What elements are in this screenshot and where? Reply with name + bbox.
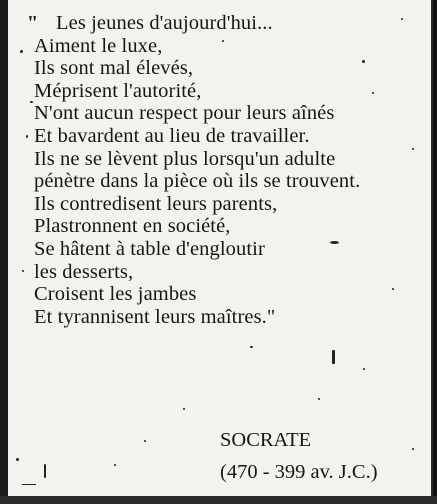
poem-line-5: N'ont aucun respect pour leurs aînés [34,102,335,125]
poem-line-2: Aiment le luxe, [34,34,163,57]
speck [44,464,46,478]
poem-line-7: Ils ne se lèvent plus lorsqu'un adulte [34,147,336,170]
speck [372,92,374,94]
speck [22,270,24,272]
speck [330,241,339,244]
speck [363,368,365,370]
poem-line-11: Se hâtent à table d'engloutir [34,237,265,260]
poem-line-6: Et bavardent au lieu de travailler. [34,124,310,147]
speck [22,484,36,485]
poem-line-1: Les jeunes d'aujourd'hui... [56,12,273,34]
poem-line-14: Et tyrannisent leurs maîtres." [34,305,276,328]
poem-line-4: Méprisent l'autorité, [34,79,202,102]
speck [392,288,394,290]
poem-line-9: Ils contredisent leurs parents, [34,192,278,215]
speck [30,101,33,103]
poem-line-10: Plastronnent en société, [34,215,231,238]
speck [16,458,19,461]
speck [222,40,224,42]
poem-line-3: Ils sont mal élevés, [34,57,194,80]
speck [318,398,320,400]
speck [114,464,116,466]
poem-line-8: pénètre dans la pièce où ils se trouvent. [34,170,361,193]
author-name: SOCRATE [220,429,312,451]
speck [250,346,253,348]
opening-quote: " [27,12,39,34]
speck [401,18,403,20]
speck [183,408,185,410]
poem-text [27,12,433,328]
speck [412,448,414,450]
speck [20,50,23,53]
speck [332,350,335,364]
photocopied-page [8,0,433,498]
poem-line-13: Croisent les jambes [34,283,197,306]
speck [26,135,28,138]
speck [362,60,365,63]
speck [412,148,414,150]
poem-line-12: les desserts, [34,260,134,283]
author-dates: (470 - 399 av. J.C.) [220,461,378,483]
page-left-edge [0,0,8,504]
speck [144,440,146,442]
attribution [220,424,378,488]
